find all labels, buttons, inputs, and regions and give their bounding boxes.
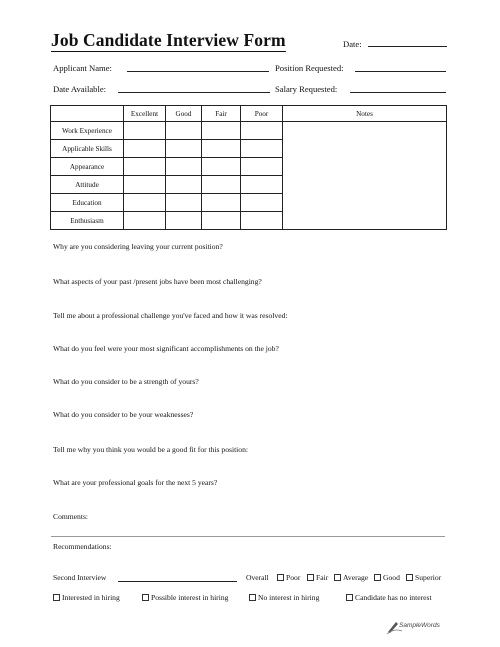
col-header-excellent: Excellent: [124, 106, 166, 122]
checkbox-icon[interactable]: [334, 574, 341, 581]
rating-cell[interactable]: [241, 176, 283, 194]
position-requested-label: Position Requested:: [275, 63, 344, 73]
rating-cell[interactable]: [166, 176, 202, 194]
rating-cell[interactable]: [202, 140, 241, 158]
rating-cell[interactable]: [166, 194, 202, 212]
samplewords-logo: [386, 619, 448, 635]
question-7: Tell me why you think you would be a good fit for this position:: [53, 445, 248, 454]
comments-label: Comments:: [53, 512, 89, 521]
checkbox-icon[interactable]: [249, 594, 256, 601]
rating-table: [50, 105, 447, 230]
checkbox-icon[interactable]: [277, 574, 284, 581]
checkbox-icon[interactable]: [374, 574, 381, 581]
overall-label: Overall: [246, 573, 269, 582]
overall-option-poor[interactable]: Poor: [277, 573, 300, 582]
rating-cell[interactable]: [202, 122, 241, 140]
col-header-fair: Fair: [202, 106, 241, 122]
question-5: What do you consider to be a strength of yours?: [53, 377, 199, 386]
checkbox-icon[interactable]: [307, 574, 314, 581]
checkbox-icon[interactable]: [406, 574, 413, 581]
rating-cell[interactable]: [202, 158, 241, 176]
rating-cell[interactable]: [124, 194, 166, 212]
rating-cell[interactable]: [202, 176, 241, 194]
recommendations-label: Recommendations:: [53, 542, 112, 551]
second-interview-label: Second Interview: [53, 573, 107, 582]
second-interview-field[interactable]: [118, 581, 237, 582]
question-4: What do you feel were your most significant accomplishments on the job?: [53, 344, 279, 353]
logo-text: SampleWords: [399, 622, 440, 629]
checkbox-icon[interactable]: [142, 594, 149, 601]
rating-cell[interactable]: [166, 122, 202, 140]
checkbox-icon[interactable]: [346, 594, 353, 601]
question-6: What do you consider to be your weaknesses?: [53, 410, 194, 419]
date-label: Date:: [343, 39, 362, 49]
rating-cell[interactable]: [124, 122, 166, 140]
question-1: Why are you considering leaving your current position?: [53, 242, 223, 251]
question-3: Tell me about a professional challenge you've faced and how it was resolved:: [53, 311, 288, 320]
position-requested-field[interactable]: [355, 71, 446, 72]
date-available-field[interactable]: [118, 92, 270, 93]
rating-cell[interactable]: [166, 140, 202, 158]
hiring-option-none[interactable]: No interest in hiring: [249, 593, 319, 602]
rating-cell[interactable]: [202, 194, 241, 212]
rating-cell[interactable]: [241, 122, 283, 140]
form-title: Job Candidate Interview Form: [51, 30, 286, 50]
rating-cell[interactable]: [166, 212, 202, 230]
col-header-good: Good: [166, 106, 202, 122]
col-header-notes: Notes: [283, 106, 447, 122]
row-label-appearance: Appearance: [51, 158, 124, 176]
corner-cell: [51, 106, 124, 122]
rating-cell[interactable]: [166, 158, 202, 176]
applicant-name-label: Applicant Name:: [53, 63, 112, 73]
overall-option-good[interactable]: Good: [374, 573, 400, 582]
date-field[interactable]: [368, 46, 447, 47]
rating-cell[interactable]: [202, 212, 241, 230]
row-label-enthusiasm: Enthusiasm: [51, 212, 124, 230]
hiring-option-possible[interactable]: Possible interest in hiring: [142, 593, 228, 602]
overall-option-average[interactable]: Average: [334, 573, 368, 582]
rating-cell[interactable]: [124, 158, 166, 176]
salary-requested-label: Salary Requested:: [275, 84, 338, 94]
overall-option-fair[interactable]: Fair: [307, 573, 328, 582]
row-label-work-experience: Work Experience: [51, 122, 124, 140]
row-label-education: Education: [51, 194, 124, 212]
date-available-label: Date Available:: [53, 84, 107, 94]
hiring-option-candidate-no-interest[interactable]: Candidate has no interest: [346, 593, 432, 602]
row-label-applicable-skills: Applicable Skills: [51, 140, 124, 158]
applicant-name-field[interactable]: [127, 71, 269, 72]
overall-option-superior[interactable]: Superior: [406, 573, 441, 582]
col-header-poor: Poor: [241, 106, 283, 122]
question-2: What aspects of your past /present jobs have been most challenging?: [53, 277, 262, 286]
rating-cell[interactable]: [241, 194, 283, 212]
rating-cell[interactable]: [241, 212, 283, 230]
notes-cell[interactable]: [283, 122, 447, 230]
rating-cell[interactable]: [241, 140, 283, 158]
rating-cell[interactable]: [241, 158, 283, 176]
question-8: What are your professional goals for the next 5 years?: [53, 478, 218, 487]
salary-requested-field[interactable]: [350, 92, 446, 93]
divider: [51, 536, 445, 537]
checkbox-icon[interactable]: [53, 594, 60, 601]
rating-cell[interactable]: [124, 140, 166, 158]
rating-cell[interactable]: [124, 212, 166, 230]
rating-cell[interactable]: [124, 176, 166, 194]
row-label-attitude: Attitude: [51, 176, 124, 194]
hiring-option-interested[interactable]: Interested in hiring: [53, 593, 120, 602]
